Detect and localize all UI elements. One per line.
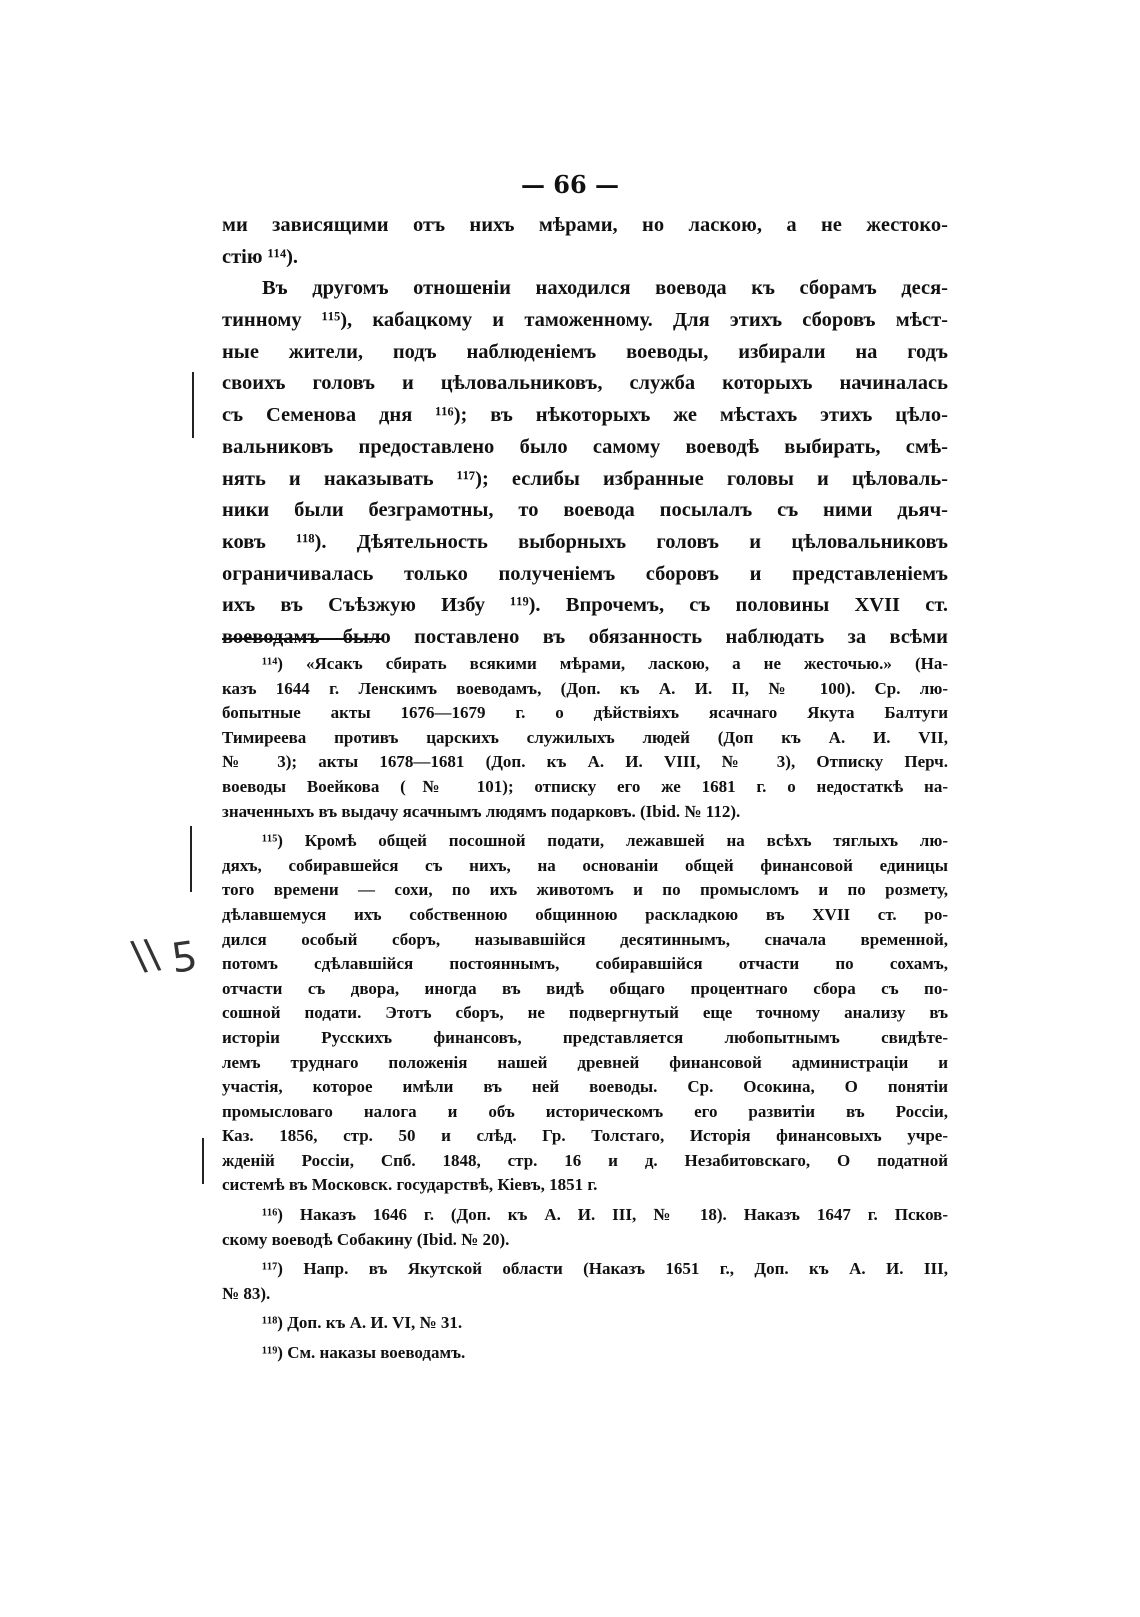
footnote-line: ¹¹⁸) Доп. къ А. И. VI, № 31.	[262, 1313, 463, 1333]
main-line: стію ¹¹⁴).	[222, 245, 299, 268]
main-text	[222, 210, 948, 654]
footnote-line: ¹¹⁶) Наказъ 1646 г. (Доп. къ А. И. III, № 18). Наказъ 1647 г. Псков-	[262, 1205, 948, 1225]
footnote-line: лемъ труднаго положенія нашей древней финансовой администраціи и	[222, 1052, 948, 1072]
margin-scribble: \\ ƽ	[129, 925, 198, 981]
footnote-119	[222, 1341, 948, 1366]
footnote-line: ¹¹⁷) Напр. въ Якутской области (Наказъ 1651 г., Доп. къ А. И. III,	[262, 1259, 948, 1279]
main-line: воеводамъ было поставлено въ обязанность наблюдать за всѣми	[222, 625, 948, 648]
main-line: съ Семенова дня ¹¹⁶); въ нѣкоторыхъ же мѣстахъ этихъ цѣло-	[222, 404, 948, 427]
footnote-line: ¹¹⁹) См. наказы воеводамъ.	[262, 1343, 466, 1363]
footnote-114	[222, 652, 948, 824]
main-line: нять и наказывать ¹¹⁷); еслибы избранные головы и цѣловаль-	[222, 467, 948, 490]
footnote-line: потомъ сдѣлавшійся постояннымъ, собиравшійся отчасти по сохамъ,	[222, 954, 948, 974]
footnote-divider	[222, 638, 382, 640]
footnote-line: значенныхъ въ выдачу ясачнымъ людямъ подарковъ. (Ibid. № 112).	[222, 801, 741, 821]
main-line: ми зависящими отъ нихъ мѣрами, но ласкою, а не жестоко-	[222, 214, 948, 236]
footnote-line: Каз. 1856, стр. 50 и слѣд. Гр. Толстаго, Исторія финансовыхъ учре-	[222, 1126, 948, 1146]
footnote-line: Тимиреева противъ царскихъ служилыхъ людей (Доп къ А. И. VII,	[222, 727, 948, 747]
footnote-line: того времени — сохи, по ихъ животомъ и по промысломъ и по розмету,	[222, 880, 948, 900]
footnote-line: отчасти съ двора, иногда въ видѣ общаго процентнаго сбора съ по-	[222, 978, 948, 998]
footnote-line: участія, которое имѣли въ ней воеводы. Ср. Осокина, О понятіи	[222, 1077, 948, 1097]
footnote-line: бопытные акты 1676—1679 г. о дѣйствіяхъ ясачнаго Якута Балтуги	[222, 703, 948, 723]
main-line: ограничивалась только полученіемъ сборовъ и представленіемъ	[222, 562, 948, 585]
main-line: вальниковъ предоставлено было самому воеводѣ выбирать, смѣ-	[222, 435, 948, 458]
footnotes	[222, 652, 948, 1366]
footnote-115	[222, 829, 948, 1198]
footnote-line: ¹¹⁴) «Ясакъ сбирать всякими мѣрами, ласкою, а не жесточью.» (На-	[262, 654, 948, 673]
main-line: Въ другомъ отношеніи находился воевода къ сборамъ деся-	[262, 277, 948, 300]
footnote-line: № 83).	[222, 1283, 271, 1303]
footnote-118	[222, 1311, 948, 1336]
footnote-line: скому воеводѣ Собакину (Ibid. № 20).	[222, 1229, 510, 1249]
margin-mark	[190, 826, 192, 892]
main-line: ные жители, подъ наблюденіемъ воеводы, избирали на годъ	[222, 340, 948, 363]
footnote-line: казъ 1644 г. Ленскимъ воеводамъ, (Доп. къ А. И. II, № 100). Ср. лю-	[222, 678, 948, 698]
margin-mark	[202, 1138, 204, 1184]
footnote-line: дился особый сборъ, называвшійся десятиннымъ, сначала временной,	[222, 929, 948, 949]
footnote-line: жденій Россіи, Спб. 1848, стр. 16 и д. Незабитовскаго, О податной	[222, 1150, 948, 1170]
footnote-line: № 3); акты 1678—1681 (Доп. къ А. И. VIII, № 3), Отписку Перч.	[222, 752, 948, 772]
main-line: ковъ ¹¹⁸). Дѣятельность выборныхъ головъ и цѣловальниковъ	[222, 530, 948, 553]
main-line: ники были безграмотны, то воевода посылалъ съ ними дьяч-	[222, 499, 948, 522]
footnote-line: ¹¹⁵) Кромѣ общей посошной подати, лежавшей на всѣхъ тяглыхъ лю-	[262, 831, 948, 851]
margin-mark	[192, 372, 194, 438]
footnote-line: исторіи Русскихъ финансовъ, представляется любопытнымъ свидѣте-	[222, 1027, 948, 1047]
footnote-116	[222, 1203, 948, 1252]
page-number: — 66 —	[520, 170, 620, 199]
main-line: тинному ¹¹⁵), кабацкому и таможенному. Для этихъ сборовъ мѣст-	[222, 309, 948, 332]
footnote-line: воеводы Воейкова (№ 101); отписку его же 1681 г. о недостаткѣ на-	[222, 776, 948, 796]
footnote-117	[222, 1257, 948, 1306]
main-line: ихъ въ Съѣзжую Избу ¹¹⁹). Впрочемъ, съ половины XVII ст.	[222, 594, 948, 617]
footnote-line: дѣлавшемуся ихъ собственною общинною раскладкою въ XVII ст. ро-	[222, 904, 948, 924]
main-line: своихъ головъ и цѣловальниковъ, служба которыхъ начиналась	[222, 372, 948, 395]
footnote-line: дяхъ, собиравшейся съ нихъ, на основаніи общей финансовой единицы	[222, 855, 948, 875]
footnote-line: системѣ въ Московск. государствѣ, Кіевъ, 1851 г.	[222, 1175, 598, 1195]
footnote-line: промысловаго налога и объ историческомъ его развитіи въ Россіи,	[222, 1101, 948, 1121]
footnote-line: сошной подати. Этотъ сборъ, не подвергнутый еще точному анализу въ	[222, 1003, 948, 1023]
